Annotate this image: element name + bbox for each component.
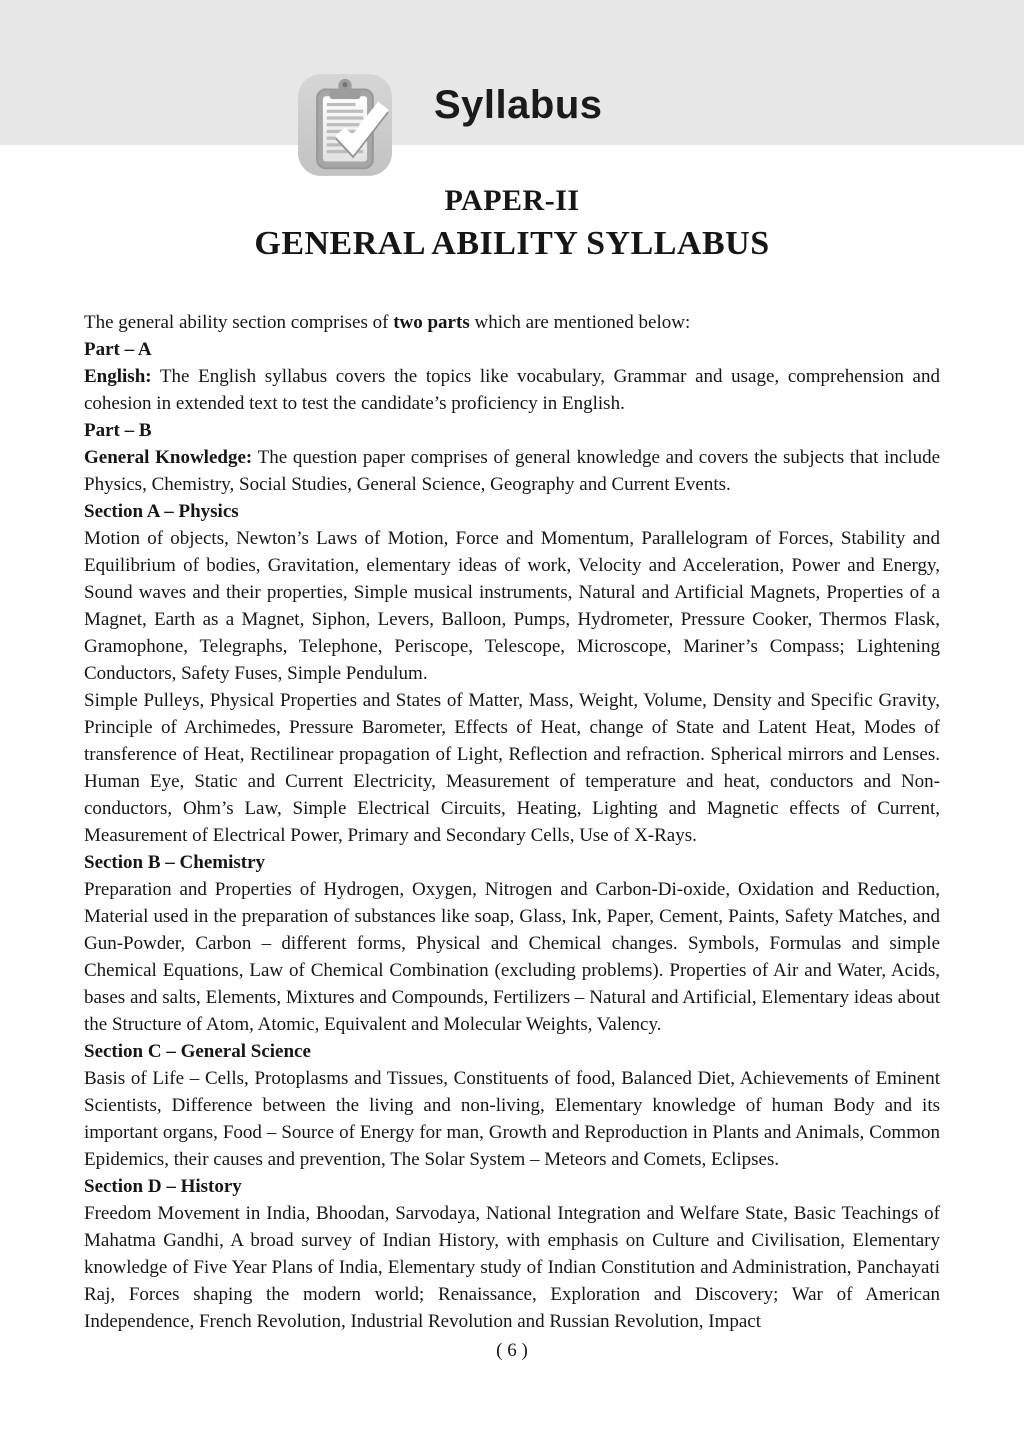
intro-paragraph <box>84 309 940 336</box>
section-d-paragraph: Freedom Movement in India, Bhoodan, Sarvodaya, National Integration and Welfare State, Basic Teachings of Mahatma Gandhi, A broad survey of Indian History, with emphasis on Culture and Civilisation, Elementary knowledge of Five Year Plans of India, Elementary study of Indian Constitution and Administration, Panchayati Raj, Forces shaping the modern world; Renaissance, Exploration and Discovery; War of American Independence, French Revolution, Industrial Revolution and Russian Revolution, Impact <box>84 1203 940 1332</box>
section-b-heading: Section B – Chemistry <box>84 852 266 873</box>
syllabus-body <box>84 309 940 1335</box>
part-b-text: The question paper comprises of general knowledge and covers the subjects that include Physics, Chemistry, Social Studies, General Science, Geography and Current Events. <box>84 447 941 495</box>
intro-text-pre: The general ability section comprises of <box>84 312 394 333</box>
part-a-heading: Part – A <box>84 339 152 360</box>
section-d-heading: Section D – History <box>84 1176 242 1197</box>
intro-text-post: which are mentioned below: <box>469 312 691 333</box>
part-a-label: English: <box>84 366 152 387</box>
paper-number-heading: PAPER-II <box>444 184 580 217</box>
part-a-paragraph <box>84 363 940 417</box>
section-c-heading: Section C – General Science <box>84 1041 311 1062</box>
header-band <box>0 0 1024 145</box>
section-a-heading: Section A – Physics <box>84 501 239 522</box>
subject-heading: GENERAL ABILITY SYLLABUS <box>254 225 770 262</box>
document-headings <box>0 181 1024 267</box>
page-title: Syllabus <box>434 83 603 127</box>
section-a-paragraph-2: Simple Pulleys, Physical Properties and States of Matter, Mass, Weight, Volume, Density and Specific Gravity, Principle of Archimedes, Pressure Barometer, Effects of Heat, change of State and Latent Heat, Modes of transference of Heat, Rectilinear propagation of Light, Reflection and refraction. Spherical mirrors and Lenses. Human Eye, Static and Current Electricity, Measurement of temperature and heat, conductors and Non-conductors, Ohm’s Law, Simple Electrical Circuits, Heating, Lighting and Magnetic effects of Current, Measurement of Electrical Power, Primary and Secondary Cells, Use of X-Rays. <box>84 690 940 846</box>
page-footer <box>0 1337 1024 1364</box>
section-a-paragraph-1: Motion of objects, Newton’s Laws of Motion, Force and Momentum, Parallelogram of Forces, Stability and Equilibrium of bodies, Gravitation, elementary ideas of work, Velocity and Acceleration, Power and Energy, Sound waves and their properties, Simple musical instruments, Natural and Artificial Magnets, Properties of a Magnet, Earth as a Magnet, Siphon, Levers, Balloon, Pumps, Hydrometer, Pressure Cooker, Thermos Flask, Gramophone, Telegraphs, Telephone, Periscope, Telescope, Microscope, Mariner’s Compass; Lightening Conductors, Safety Fuses, Simple Pendulum. <box>84 528 940 684</box>
part-b-label: General Knowledge: <box>84 447 253 468</box>
clipboard-check-icon <box>297 73 393 177</box>
page-number: ( 6 ) <box>496 1340 528 1361</box>
intro-text-bold: two parts <box>393 312 470 333</box>
part-a-text: The English syllabus covers the topics like vocabulary, Grammar and usage, comprehension and cohesion in extended text to test the candidate’s proficiency in English. <box>84 366 940 414</box>
section-b-paragraph: Preparation and Properties of Hydrogen, Oxygen, Nitrogen and Carbon-Di-oxide, Oxidation and Reduction, Material used in the preparation of substances like soap, Glass, Ink, Paper, Cement, Paints, Safety Matches, and Gun-Powder, Carbon – different forms, Physical and Chemical changes. Symbols, Formulas and simple Chemical Equations, Law of Chemical Combination (excluding problems). Properties of Air and Water, Acids, bases and salts, Elements, Mixtures and Compounds, Fertilizers – Natural and Artificial, Elementary ideas about the Structure of Atom, Atomic, Equivalent and Molecular Weights, Valency. <box>84 879 940 1035</box>
section-c-paragraph: Basis of Life – Cells, Protoplasms and Tissues, Constituents of food, Balanced Diet, Achievements of Eminent Scientists, Difference between the living and non-living, Elementary knowledge of human Body and its important organs, Food – Source of Energy for man, Growth and Reproduction in Plants and Animals, Common Epidemics, their causes and prevention, The Solar System – Meteors and Comets, Eclipses. <box>84 1068 940 1170</box>
part-b-paragraph <box>84 444 940 498</box>
part-b-heading: Part – B <box>84 420 152 441</box>
